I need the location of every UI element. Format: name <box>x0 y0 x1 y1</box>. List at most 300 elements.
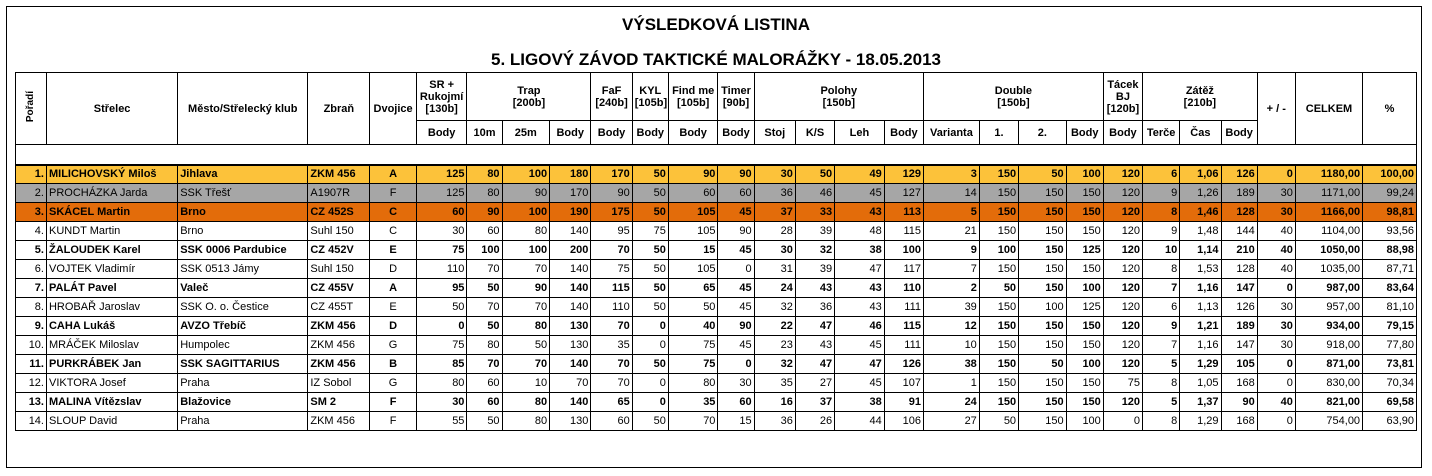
cell-value: 1166,00 <box>1295 203 1362 222</box>
cell-value: 98,81 <box>1363 203 1417 222</box>
header-plusminus: + / - <box>1257 73 1295 145</box>
cell-value: 175 <box>591 203 632 222</box>
cell-value: 75 <box>416 336 467 355</box>
cell-value: 127 <box>884 184 923 203</box>
table-row <box>16 393 1417 412</box>
cell-value: 46 <box>795 184 834 203</box>
cell-value: 63,90 <box>1363 412 1417 431</box>
cell-pair: D <box>370 260 416 279</box>
cell-value: 47 <box>835 355 885 374</box>
subheader-cell: Body <box>884 121 923 145</box>
header-strelec: Střelec <box>46 73 177 145</box>
cell-value: 140 <box>550 279 591 298</box>
cell-value: 821,00 <box>1295 393 1362 412</box>
cell-value: 126 <box>884 355 923 374</box>
cell-value: 80 <box>668 374 718 393</box>
cell-place: 3. <box>16 203 47 222</box>
cell-pair: A <box>370 165 416 184</box>
cell-value: 115 <box>591 279 632 298</box>
cell-value: 105 <box>668 222 718 241</box>
cell-value: 0 <box>632 393 668 412</box>
header-mesto: Město/Střelecký klub <box>178 73 308 145</box>
cell-place: 6. <box>16 260 47 279</box>
header-label: Pořadí <box>24 91 36 123</box>
cell-place: 8. <box>16 298 47 317</box>
cell-value: 987,00 <box>1295 279 1362 298</box>
cell-value: 80 <box>502 317 550 336</box>
cell-value: 111 <box>884 336 923 355</box>
cell-value: 37 <box>795 393 834 412</box>
table-row <box>16 222 1417 241</box>
header-kyl: KYL [105b] <box>632 73 668 121</box>
cell-value: 105 <box>668 203 718 222</box>
cell-value: 130 <box>550 336 591 355</box>
table-row <box>16 355 1417 374</box>
cell-club: Valeč <box>178 279 308 298</box>
cell-value: 32 <box>754 298 795 317</box>
header-faf: FaF [240b] <box>591 73 632 121</box>
cell-value: 110 <box>416 260 467 279</box>
cell-value: 60 <box>668 184 718 203</box>
subheader-cell: Body <box>718 121 754 145</box>
cell-value: 0 <box>1257 165 1295 184</box>
cell-value: 40 <box>1257 241 1295 260</box>
cell-value: 45 <box>835 336 885 355</box>
cell-value: 150 <box>1019 412 1067 431</box>
cell-value: 60 <box>467 393 502 412</box>
cell-value: 90 <box>502 184 550 203</box>
subheader-cell: Body <box>1066 121 1103 145</box>
cell-value: 27 <box>924 412 980 431</box>
cell-pair: G <box>370 374 416 393</box>
table-row <box>16 374 1417 393</box>
cell-value: 40 <box>668 317 718 336</box>
cell-value: 0 <box>416 317 467 336</box>
cell-gun: ZKM 456 <box>308 165 370 184</box>
header-trap: Trap [200b] <box>467 73 591 121</box>
cell-value: 150 <box>1066 336 1103 355</box>
cell-place: 4. <box>16 222 47 241</box>
cell-value: 1,46 <box>1180 203 1221 222</box>
cell-value: 70,34 <box>1363 374 1417 393</box>
cell-name: PROCHÁZKA Jarda <box>46 184 177 203</box>
cell-value: 117 <box>884 260 923 279</box>
cell-value: 31 <box>754 260 795 279</box>
cell-value: 0 <box>718 355 754 374</box>
cell-value: 150 <box>1066 374 1103 393</box>
cell-value: 50 <box>632 279 668 298</box>
cell-value: 100 <box>1019 298 1067 317</box>
cell-value: 88,98 <box>1363 241 1417 260</box>
cell-name: MILICHOVSKÝ Miloš <box>46 165 177 184</box>
header-zatez: Zátěž [210b] <box>1143 73 1258 121</box>
cell-value: 6 <box>1143 165 1180 184</box>
subheader-cell: Body <box>1103 121 1142 145</box>
cell-pair: E <box>370 298 416 317</box>
cell-value: 70 <box>668 412 718 431</box>
cell-value: 125 <box>416 184 467 203</box>
cell-value: 36 <box>754 412 795 431</box>
cell-value: 144 <box>1221 222 1257 241</box>
cell-value: 150 <box>979 260 1018 279</box>
cell-gun: ZKM 456 <box>308 336 370 355</box>
cell-value: 15 <box>668 241 718 260</box>
cell-place: 10. <box>16 336 47 355</box>
cell-value: 24 <box>924 393 980 412</box>
cell-value: 107 <box>884 374 923 393</box>
cell-value: 120 <box>1103 165 1142 184</box>
cell-value: 50 <box>632 298 668 317</box>
subheader-cell: Terče <box>1143 121 1180 145</box>
cell-value: 22 <box>754 317 795 336</box>
cell-value: 100 <box>884 241 923 260</box>
header-double: Double [150b] <box>924 73 1104 121</box>
cell-value: 100 <box>1066 355 1103 374</box>
cell-value: 10 <box>1143 241 1180 260</box>
cell-value: 957,00 <box>1295 298 1362 317</box>
cell-value: 180 <box>550 165 591 184</box>
cell-value: 90 <box>668 165 718 184</box>
cell-value: 7 <box>924 260 980 279</box>
cell-value: 33 <box>795 203 834 222</box>
cell-value: 150 <box>979 336 1018 355</box>
cell-value: 12 <box>924 317 980 336</box>
cell-value: 150 <box>979 374 1018 393</box>
cell-value: 120 <box>1103 336 1142 355</box>
cell-value: 150 <box>1019 184 1067 203</box>
cell-club: Praha <box>178 374 308 393</box>
cell-value: 73,81 <box>1363 355 1417 374</box>
cell-value: 50 <box>416 298 467 317</box>
cell-place: 11. <box>16 355 47 374</box>
cell-club: SSK Třešť <box>178 184 308 203</box>
cell-value: 36 <box>795 298 834 317</box>
results-table <box>15 72 1417 431</box>
cell-value: 35 <box>754 374 795 393</box>
subheader-cell: 10m <box>467 121 502 145</box>
cell-value: 43 <box>835 203 885 222</box>
cell-club: SSK 0006 Pardubice <box>178 241 308 260</box>
cell-name: MALINA Vítězslav <box>46 393 177 412</box>
cell-value: 10 <box>502 374 550 393</box>
cell-value: 871,00 <box>1295 355 1362 374</box>
cell-value: 90 <box>591 184 632 203</box>
cell-gun: ZKM 456 <box>308 317 370 336</box>
cell-value: 105 <box>668 260 718 279</box>
cell-value: 100 <box>467 241 502 260</box>
cell-value: 140 <box>550 222 591 241</box>
cell-value: 1,14 <box>1180 241 1221 260</box>
cell-value: 30 <box>1257 317 1295 336</box>
header-dvojice: Dvojice <box>370 73 416 145</box>
cell-name: VIKTORA Josef <box>46 374 177 393</box>
cell-value: 50 <box>632 165 668 184</box>
cell-value: 80 <box>502 222 550 241</box>
subheader-cell: Body <box>1221 121 1257 145</box>
cell-value: 60 <box>467 222 502 241</box>
cell-value: 168 <box>1221 374 1257 393</box>
cell-value: 80 <box>467 336 502 355</box>
cell-value: 150 <box>979 317 1018 336</box>
cell-pair: C <box>370 222 416 241</box>
cell-value: 1,16 <box>1180 279 1221 298</box>
subheader-cell: Čas <box>1180 121 1221 145</box>
cell-value: 83,64 <box>1363 279 1417 298</box>
cell-value: 150 <box>979 165 1018 184</box>
cell-value: 60 <box>718 393 754 412</box>
cell-value: 9 <box>1143 222 1180 241</box>
subheader-cell: Leh <box>835 121 885 145</box>
cell-value: 44 <box>835 412 885 431</box>
cell-club: SSK 0513 Jámy <box>178 260 308 279</box>
cell-value: 150 <box>979 298 1018 317</box>
cell-value: 111 <box>884 298 923 317</box>
cell-value: 918,00 <box>1295 336 1362 355</box>
cell-value: 150 <box>1019 260 1067 279</box>
cell-value: 50 <box>668 298 718 317</box>
cell-value: 40 <box>1257 393 1295 412</box>
cell-value: 30 <box>754 241 795 260</box>
cell-value: 90 <box>718 165 754 184</box>
cell-value: 0 <box>1257 355 1295 374</box>
cell-value: 90 <box>718 317 754 336</box>
header-percent: % <box>1363 73 1417 145</box>
cell-value: 50 <box>632 355 668 374</box>
cell-value: 130 <box>550 412 591 431</box>
cell-value: 50 <box>632 241 668 260</box>
cell-value: 80 <box>502 393 550 412</box>
cell-value: 70 <box>591 241 632 260</box>
cell-value: 9 <box>1143 184 1180 203</box>
cell-value: 47 <box>835 260 885 279</box>
cell-value: 75 <box>591 260 632 279</box>
cell-value: 39 <box>924 298 980 317</box>
cell-value: 2 <box>924 279 980 298</box>
subheader-cell: 25m <box>502 121 550 145</box>
cell-club: AVZO Třebíč <box>178 317 308 336</box>
cell-club: Brno <box>178 203 308 222</box>
cell-value: 120 <box>1103 355 1142 374</box>
cell-value: 140 <box>550 393 591 412</box>
cell-pair: F <box>370 412 416 431</box>
cell-value: 113 <box>884 203 923 222</box>
cell-value: 0 <box>1103 412 1142 431</box>
cell-value: 45 <box>718 298 754 317</box>
cell-value: 75 <box>668 355 718 374</box>
table-row <box>16 165 1417 184</box>
cell-value: 30 <box>416 222 467 241</box>
cell-value: 147 <box>1221 336 1257 355</box>
cell-value: 70 <box>467 260 502 279</box>
cell-value: 126 <box>1221 298 1257 317</box>
cell-value: 100 <box>979 241 1018 260</box>
cell-value: 65 <box>668 279 718 298</box>
cell-value: 100 <box>1066 279 1103 298</box>
cell-value: 100 <box>502 241 550 260</box>
subheader-cell: Body <box>416 121 467 145</box>
cell-name: SLOUP David <box>46 412 177 431</box>
cell-value: 120 <box>1103 298 1142 317</box>
cell-value: 120 <box>1103 260 1142 279</box>
cell-value: 150 <box>1066 317 1103 336</box>
header-zbran: Zbraň <box>308 73 370 145</box>
cell-name: PURKRÁBEK Jan <box>46 355 177 374</box>
cell-name: KUNDT Martin <box>46 222 177 241</box>
cell-value: 0 <box>1257 374 1295 393</box>
subheader-cell: K/S <box>795 121 834 145</box>
cell-value: 128 <box>1221 260 1257 279</box>
subheader-cell: 1. <box>979 121 1018 145</box>
cell-value: 1,26 <box>1180 184 1221 203</box>
cell-value: 47 <box>795 355 834 374</box>
cell-value: 125 <box>1066 241 1103 260</box>
cell-value: 30 <box>754 165 795 184</box>
cell-value: 45 <box>718 279 754 298</box>
cell-value: 120 <box>1103 222 1142 241</box>
cell-value: 70 <box>591 317 632 336</box>
cell-value: 80 <box>502 412 550 431</box>
subheader-cell: Body <box>550 121 591 145</box>
cell-value: 50 <box>632 260 668 279</box>
cell-value: 168 <box>1221 412 1257 431</box>
cell-name: MRÁČEK Miloslav <box>46 336 177 355</box>
cell-value: 150 <box>1066 203 1103 222</box>
cell-value: 140 <box>550 355 591 374</box>
cell-value: 77,80 <box>1363 336 1417 355</box>
cell-value: 8 <box>1143 203 1180 222</box>
cell-value: 150 <box>1019 393 1067 412</box>
cell-value: 1,13 <box>1180 298 1221 317</box>
cell-place: 2. <box>16 184 47 203</box>
cell-value: 100 <box>502 203 550 222</box>
cell-value: 1050,00 <box>1295 241 1362 260</box>
cell-gun: ZKM 456 <box>308 412 370 431</box>
cell-value: 48 <box>835 222 885 241</box>
cell-value: 120 <box>1103 393 1142 412</box>
cell-value: 140 <box>550 260 591 279</box>
cell-value: 21 <box>924 222 980 241</box>
cell-value: 81,10 <box>1363 298 1417 317</box>
cell-pair: F <box>370 393 416 412</box>
cell-value: 38 <box>835 393 885 412</box>
cell-value: 70 <box>502 298 550 317</box>
cell-value: 189 <box>1221 184 1257 203</box>
header-findme: Find me [105b] <box>668 73 718 121</box>
cell-value: 36 <box>754 184 795 203</box>
header-poradi <box>16 73 47 145</box>
cell-club: Brno <box>178 222 308 241</box>
subheader-cell: Stoj <box>754 121 795 145</box>
cell-gun: ZKM 456 <box>308 355 370 374</box>
cell-value: 95 <box>416 279 467 298</box>
cell-value: 60 <box>591 412 632 431</box>
cell-club: SSK SAGITTARIUS <box>178 355 308 374</box>
cell-value: 46 <box>835 317 885 336</box>
subheader-cell: Body <box>632 121 668 145</box>
cell-value: 85 <box>416 355 467 374</box>
cell-value: 125 <box>416 165 467 184</box>
cell-value: 150 <box>1066 184 1103 203</box>
cell-club: Praha <box>178 412 308 431</box>
cell-value: 8 <box>1143 260 1180 279</box>
header-row <box>16 73 1417 121</box>
cell-value: 1171,00 <box>1295 184 1362 203</box>
cell-value: 69,58 <box>1363 393 1417 412</box>
cell-value: 5 <box>924 203 980 222</box>
cell-place: 13. <box>16 393 47 412</box>
subheader-cell: Body <box>668 121 718 145</box>
cell-club: Humpolec <box>178 336 308 355</box>
cell-value: 30 <box>1257 184 1295 203</box>
cell-club: SSK O. o. Čestice <box>178 298 308 317</box>
cell-value: 120 <box>1103 184 1142 203</box>
cell-value: 120 <box>1103 203 1142 222</box>
cell-value: 1,29 <box>1180 355 1221 374</box>
table-row <box>16 336 1417 355</box>
cell-value: 130 <box>550 317 591 336</box>
cell-value: 90 <box>1221 393 1257 412</box>
cell-value: 115 <box>884 317 923 336</box>
cell-pair: G <box>370 336 416 355</box>
cell-value: 200 <box>550 241 591 260</box>
cell-value: 120 <box>1103 317 1142 336</box>
header-polohy: Polohy [150b] <box>754 73 923 121</box>
cell-value: 170 <box>591 165 632 184</box>
cell-value: 80 <box>467 184 502 203</box>
cell-value: 15 <box>718 412 754 431</box>
cell-value: 23 <box>754 336 795 355</box>
cell-value: 26 <box>795 412 834 431</box>
cell-value: 45 <box>718 241 754 260</box>
cell-gun: Suhl 150 <box>308 222 370 241</box>
cell-value: 90 <box>502 279 550 298</box>
table-row <box>16 184 1417 203</box>
cell-place: 12. <box>16 374 47 393</box>
cell-value: 8 <box>1143 412 1180 431</box>
cell-value: 110 <box>591 298 632 317</box>
subheader-cell: Varianta <box>924 121 980 145</box>
cell-value: 75 <box>632 222 668 241</box>
cell-value: 150 <box>1019 317 1067 336</box>
cell-value: 43 <box>835 298 885 317</box>
spacer-row <box>16 145 1417 165</box>
cell-value: 150 <box>979 203 1018 222</box>
cell-value: 189 <box>1221 317 1257 336</box>
cell-value: 150 <box>979 222 1018 241</box>
cell-value: 80 <box>416 374 467 393</box>
cell-value: 30 <box>1257 298 1295 317</box>
cell-value: 30 <box>1257 336 1295 355</box>
cell-gun: CZ 452V <box>308 241 370 260</box>
cell-pair: E <box>370 241 416 260</box>
cell-value: 210 <box>1221 241 1257 260</box>
cell-value: 150 <box>979 184 1018 203</box>
cell-value: 50 <box>467 317 502 336</box>
cell-value: 0 <box>632 317 668 336</box>
cell-value: 45 <box>835 374 885 393</box>
cell-value: 91 <box>884 393 923 412</box>
cell-value: 150 <box>1019 374 1067 393</box>
cell-value: 28 <box>754 222 795 241</box>
cell-club: Blažovice <box>178 393 308 412</box>
cell-value: 32 <box>754 355 795 374</box>
cell-value: 50 <box>632 184 668 203</box>
cell-value: 70 <box>467 298 502 317</box>
cell-value: 9 <box>924 241 980 260</box>
cell-place: 1. <box>16 165 47 184</box>
table-row <box>16 241 1417 260</box>
cell-value: 70 <box>502 260 550 279</box>
